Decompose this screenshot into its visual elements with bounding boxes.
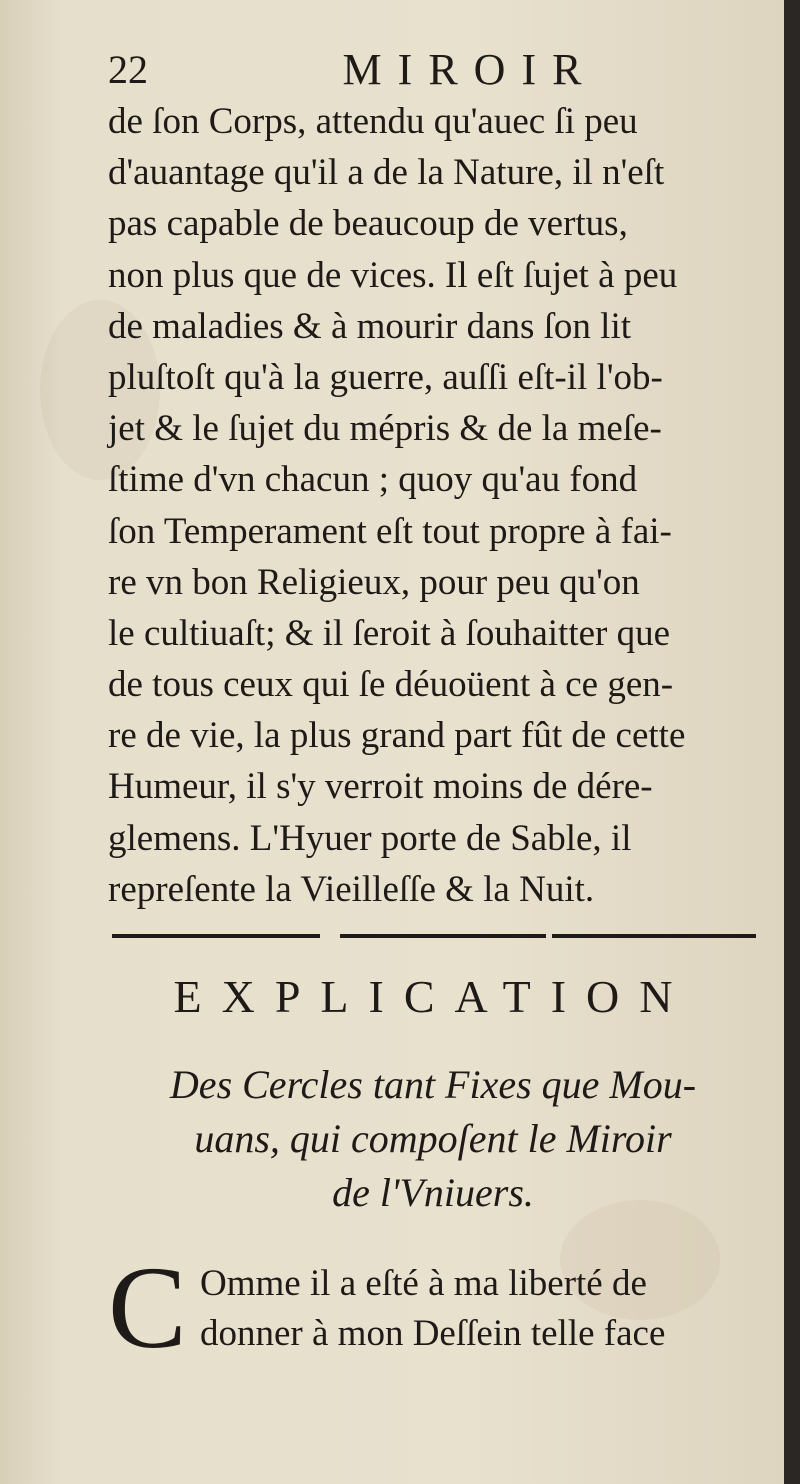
section-subtitle <box>108 1058 758 1220</box>
subtitle-line: Des Cercles tant Fixes que Mou- <box>169 1062 697 1107</box>
text-line: glemens. L'Hyuer porte de Sable, il <box>108 817 632 859</box>
text-line: de ſon Corps, attendu qu'auec ſi peu <box>108 101 638 142</box>
text-line: non plus que de vices. Il eſt ſujet à peu <box>108 254 678 296</box>
page-number: 22 <box>108 47 148 92</box>
paragraph-line: Omme il a eſté à ma liberté de <box>200 1263 647 1304</box>
section-rule <box>112 934 320 938</box>
drop-cap: C <box>108 1242 187 1373</box>
section-rule <box>340 934 546 938</box>
text-line: ſtime d'vn chacun ; quoy qu'au fond <box>108 459 638 501</box>
text-line: ſon Temperament eſt tout propre à fai- <box>108 510 672 552</box>
running-title: MIROIR <box>342 45 598 94</box>
text-line: jet & le ſujet du mépris & de la meſe- <box>108 408 662 450</box>
subtitle-line: uans, qui compoſent le Miroir <box>194 1116 672 1161</box>
text-line: d'auantage qu'il a de la Nature, il n'eſt <box>108 152 665 194</box>
text-line: de tous ceux qui ſe déuoüent à ce gen- <box>108 664 674 706</box>
subtitle-line: de l'Vniuers. <box>332 1170 534 1215</box>
text-line: le cultiuaſt; & il ſeroit à ſouhaitter que <box>108 612 671 654</box>
text-line: repreſente la Vieilleſſe & la Nuit. <box>108 868 595 910</box>
paragraph-line: donner à mon Deſſein telle face <box>200 1313 666 1354</box>
text-line: re vn bon Religieux, pour peu qu'on <box>108 561 640 603</box>
text-line: pas capable de beaucoup de vertus, <box>108 203 628 245</box>
text-line: Humeur, il s'y verroit moins de dére- <box>108 766 653 808</box>
section-rule <box>552 934 756 938</box>
scan-edge <box>784 0 800 1484</box>
text-line: pluſtoſt qu'à la guerre, auſſi eſt-il l'ob- <box>108 356 663 398</box>
text-line: re de vie, la plus grand part fût de cette <box>108 715 686 757</box>
section-heading: EXPLICATION <box>173 971 693 1022</box>
text-line: de maladies & à mourir dans ſon lit <box>108 305 632 347</box>
body-text <box>108 96 784 915</box>
